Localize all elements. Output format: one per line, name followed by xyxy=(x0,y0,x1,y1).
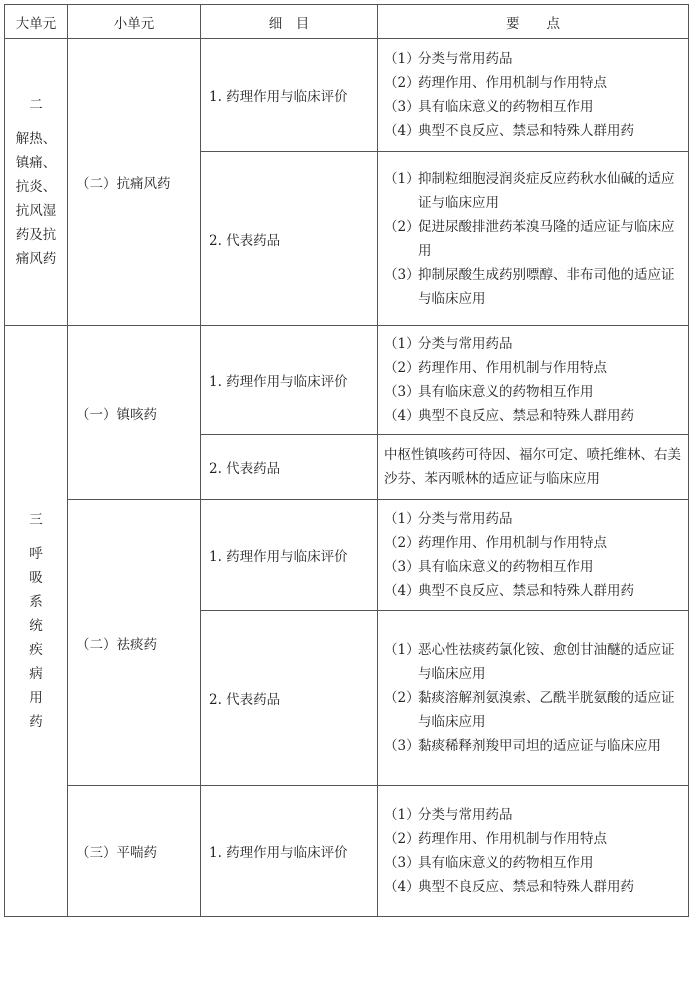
detail-cell: 2. 代表药品 xyxy=(201,611,378,786)
point-item: （3） 具有临床意义的药物相互作用 xyxy=(384,855,594,871)
point-item: （2） 促进尿酸排泄药苯溴马隆的适应证与临床应用 xyxy=(384,218,675,259)
detail-cell: 1. 药理作用与临床评价 xyxy=(201,39,378,152)
header-small-unit: 小单元 xyxy=(68,5,201,39)
detail-cell: 1. 药理作用与临床评价 xyxy=(201,786,378,917)
header-detail: 细 目 xyxy=(201,5,378,39)
points-cell xyxy=(378,39,689,152)
table-row xyxy=(5,500,689,611)
point-item: （1） 分类与常用药品 xyxy=(384,511,513,527)
points-cell xyxy=(378,326,689,435)
point-item: （3） 黏痰稀释剂羧甲司坦的适应证与临床应用 xyxy=(384,738,661,754)
points-cell xyxy=(378,435,689,500)
point-item: （3） 具有临床意义的药物相互作用 xyxy=(384,99,594,115)
points-cell xyxy=(378,786,689,917)
point-item: （4） 典型不良反应、禁忌和特殊人群用药 xyxy=(384,879,634,895)
point-item: （2） 药理作用、作用机制与作用特点 xyxy=(384,831,607,847)
table-row xyxy=(5,39,689,152)
point-item: （4） 典型不良反应、禁忌和特殊人群用药 xyxy=(384,123,634,139)
point-item: （2） 药理作用、作用机制与作用特点 xyxy=(384,75,607,91)
points-cell xyxy=(378,611,689,786)
header-big-unit: 大单元 xyxy=(5,5,68,39)
table-row xyxy=(5,326,689,435)
points-paragraph: 中枢性镇咳药可待因、福尔可定、喷托维林、右美沙芬、苯丙哌林的适应证与临床应用 xyxy=(384,447,681,487)
point-item: （1） 分类与常用药品 xyxy=(384,51,513,67)
big-unit-name: 呼吸系统疾病用药 xyxy=(29,546,43,730)
point-item: （1） 抑制粒细胞浸润炎症反应药秋水仙碱的适应证与临床应用 xyxy=(384,170,675,211)
detail-cell: 2. 代表药品 xyxy=(201,435,378,500)
point-item: （4） 典型不良反应、禁忌和特殊人群用药 xyxy=(384,583,634,599)
point-item: （4） 典型不良反应、禁忌和特殊人群用药 xyxy=(384,408,634,424)
small-unit-cell: （二）祛痰药 xyxy=(68,500,201,786)
big-unit-cell xyxy=(5,39,68,326)
small-unit-cell: （三）平喘药 xyxy=(68,786,201,917)
big-unit-number: 三 xyxy=(29,512,43,528)
small-unit-cell: （一）镇咳药 xyxy=(68,326,201,500)
detail-cell: 1. 药理作用与临床评价 xyxy=(201,326,378,435)
point-item: （2） 药理作用、作用机制与作用特点 xyxy=(384,360,607,376)
detail-cell: 2. 代表药品 xyxy=(201,152,378,326)
exam-outline-table xyxy=(4,4,689,917)
point-item: （3） 抑制尿酸生成药别嘌醇、非布司他的适应证与临床应用 xyxy=(384,266,675,307)
points-cell xyxy=(378,152,689,326)
small-unit-cell: （二）抗痛风药 xyxy=(68,39,201,326)
table-row xyxy=(5,786,689,917)
point-item: （1） 分类与常用药品 xyxy=(384,336,513,352)
point-item: （1） 分类与常用药品 xyxy=(384,807,513,823)
big-unit-name: 解热、镇痛、抗炎、抗风湿药及抗痛风药 xyxy=(15,131,57,267)
point-item: （2） 黏痰溶解剂氨溴索、乙酰半胱氨酸的适应证与临床应用 xyxy=(384,690,675,730)
point-item: （3） 具有临床意义的药物相互作用 xyxy=(384,384,594,400)
big-unit-number: 二 xyxy=(29,97,43,113)
points-cell xyxy=(378,500,689,611)
header-row xyxy=(5,5,689,39)
point-item: （3） 具有临床意义的药物相互作用 xyxy=(384,559,594,575)
point-item: （2） 药理作用、作用机制与作用特点 xyxy=(384,535,607,551)
point-item: （1） 恶心性祛痰药氯化铵、愈创甘油醚的适应证与临床应用 xyxy=(384,642,675,682)
detail-cell: 1. 药理作用与临床评价 xyxy=(201,500,378,611)
big-unit-cell xyxy=(5,326,68,917)
header-points: 要 点 xyxy=(378,5,689,39)
